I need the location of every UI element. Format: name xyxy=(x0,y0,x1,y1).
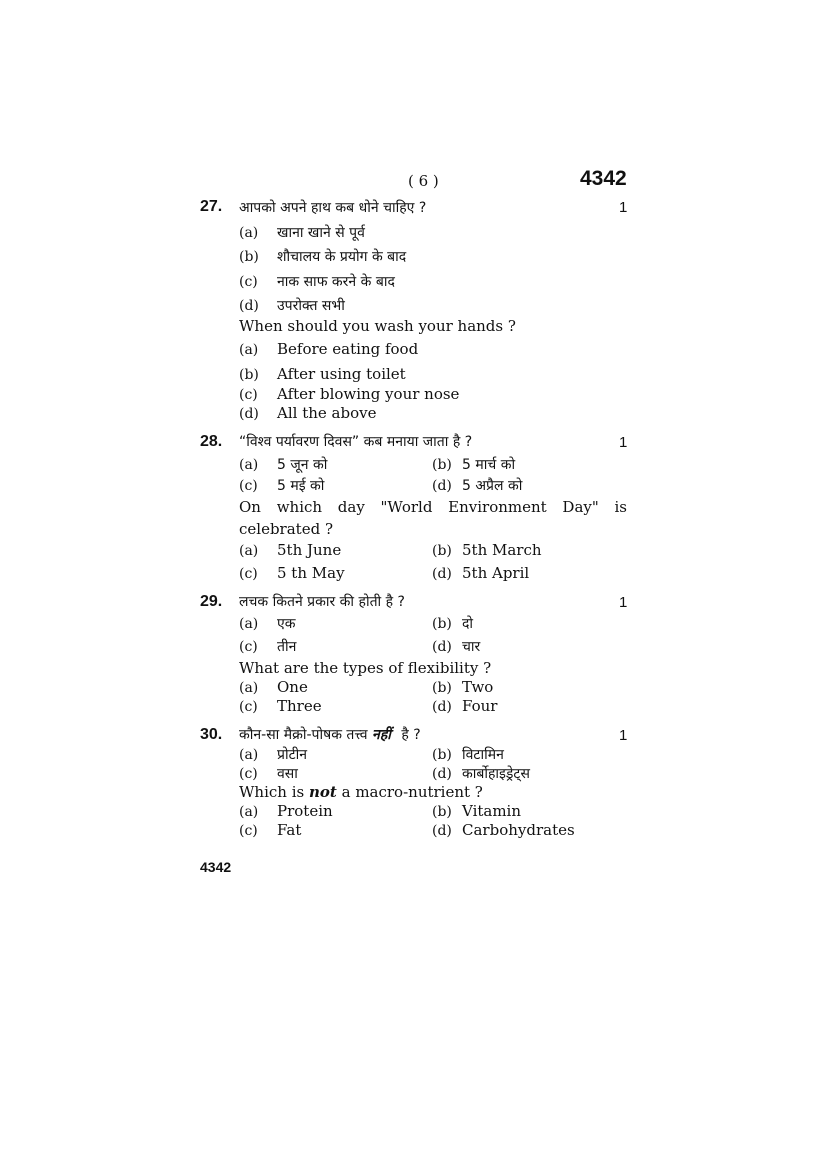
question-marks: 1 xyxy=(619,434,628,451)
question-text-english xyxy=(239,783,483,801)
option-label: (c) xyxy=(239,274,258,290)
option-label: (a) xyxy=(239,543,259,559)
question-marks: 1 xyxy=(619,727,628,744)
question-marks: 1 xyxy=(619,594,628,611)
option-label: (c) xyxy=(239,823,258,839)
option-label: (a) xyxy=(239,680,259,696)
option-label: (b) xyxy=(432,680,452,696)
option-text: Three xyxy=(277,697,322,715)
option-label: (d) xyxy=(239,406,259,422)
option-text: 5th March xyxy=(462,541,542,559)
question-number: 27. xyxy=(200,198,223,215)
option-label: (d) xyxy=(432,699,452,715)
question-text-hindi-emphasis: नहीं xyxy=(372,727,391,743)
option-label: (c) xyxy=(239,766,258,782)
option-text: कार्बोहाइड्रेट्स xyxy=(462,766,530,782)
option-label: (d) xyxy=(239,298,259,314)
question-text-hindi xyxy=(239,725,421,744)
option-label: (d) xyxy=(432,823,452,839)
option-text: चार xyxy=(462,639,481,655)
option-label: (b) xyxy=(432,804,452,820)
option-label: (d) xyxy=(432,639,452,655)
option-text: Protein xyxy=(277,802,333,820)
question-number: 28. xyxy=(200,433,223,450)
option-text: 5th April xyxy=(462,564,530,582)
question-text-english-emphasis: not xyxy=(308,783,337,801)
option-text: वसा xyxy=(277,766,298,782)
option-label: (d) xyxy=(432,478,452,494)
option-text: 5 मई को xyxy=(277,478,325,494)
question-text-english: What are the types of flexibility ? xyxy=(239,659,492,677)
option-text: Vitamin xyxy=(462,802,522,820)
option-text: उपरोक्त सभी xyxy=(277,298,345,314)
option-label: (c) xyxy=(239,639,258,655)
question-text-hindi: लचक कितने प्रकार की होती है ? xyxy=(239,594,405,610)
question-text-english-line1: On which day "World Environment Day" is xyxy=(239,498,627,516)
option-text: प्रोटीन xyxy=(277,747,308,763)
page-number: ( 6 ) xyxy=(408,172,439,190)
option-label: (b) xyxy=(432,616,452,632)
option-label: (b) xyxy=(432,747,452,763)
option-text: Two xyxy=(462,678,494,696)
option-label: (a) xyxy=(239,804,259,820)
option-label: (b) xyxy=(239,249,259,265)
option-text: All the above xyxy=(277,404,377,422)
option-label: (a) xyxy=(239,747,259,763)
paper-code: 4342 xyxy=(580,167,627,190)
question-text-hindi: आपको अपने हाथ कब धोने चाहिए ? xyxy=(239,200,427,216)
question-text-english: When should you wash your hands ? xyxy=(239,317,516,335)
option-text: After using toilet xyxy=(277,365,406,383)
option-label: (a) xyxy=(239,616,259,632)
option-text: दो xyxy=(462,616,474,632)
option-text: 5 अप्रैल को xyxy=(462,478,523,494)
option-text: शौचालय के प्रयोग के बाद xyxy=(277,249,407,265)
question-text-hindi: “विश्व पर्यावरण दिवस” कब मनाया जाता है ? xyxy=(239,434,473,450)
option-text: एक xyxy=(277,616,296,632)
option-text: 5 जून को xyxy=(277,457,328,473)
option-text: Carbohydrates xyxy=(462,821,575,839)
option-text: Four xyxy=(462,697,498,715)
question-text-english-pre: Which is xyxy=(239,783,305,801)
option-label: (d) xyxy=(432,566,452,582)
option-label: (a) xyxy=(239,457,259,473)
question-text-hindi-pre: कौन-सा मैक्रो-पोषक तत्त्व xyxy=(239,727,368,743)
footer-paper-code: 4342 xyxy=(200,859,232,875)
question-number: 30. xyxy=(200,726,223,743)
option-label: (c) xyxy=(239,387,258,403)
option-label: (c) xyxy=(239,566,258,582)
option-label: (b) xyxy=(432,457,452,473)
option-text: Fat xyxy=(277,821,302,839)
option-label: (d) xyxy=(432,766,452,782)
option-label: (c) xyxy=(239,478,258,494)
option-label: (b) xyxy=(239,367,259,383)
option-text: 5 th May xyxy=(277,564,345,582)
question-text-english-line2: celebrated ? xyxy=(239,520,333,538)
option-label: (c) xyxy=(239,699,258,715)
option-text: खाना खाने से पूर्व xyxy=(277,225,365,241)
option-label: (a) xyxy=(239,225,259,241)
option-text: After blowing your nose xyxy=(277,385,460,403)
option-label: (a) xyxy=(239,342,259,358)
option-text: नाक साफ करने के बाद xyxy=(277,274,395,290)
question-text-hindi-post: है ? xyxy=(401,727,421,743)
question-number: 29. xyxy=(200,593,223,610)
question-text-english-post: a macro-nutrient ? xyxy=(341,783,483,801)
option-text: विटामिन xyxy=(462,747,504,763)
question-marks: 1 xyxy=(619,199,628,216)
option-text: One xyxy=(277,678,308,696)
option-text: 5 मार्च को xyxy=(462,457,516,473)
option-text: 5th June xyxy=(277,541,342,559)
option-text: Before eating food xyxy=(277,340,419,358)
option-text: तीन xyxy=(277,639,297,655)
option-label: (b) xyxy=(432,543,452,559)
